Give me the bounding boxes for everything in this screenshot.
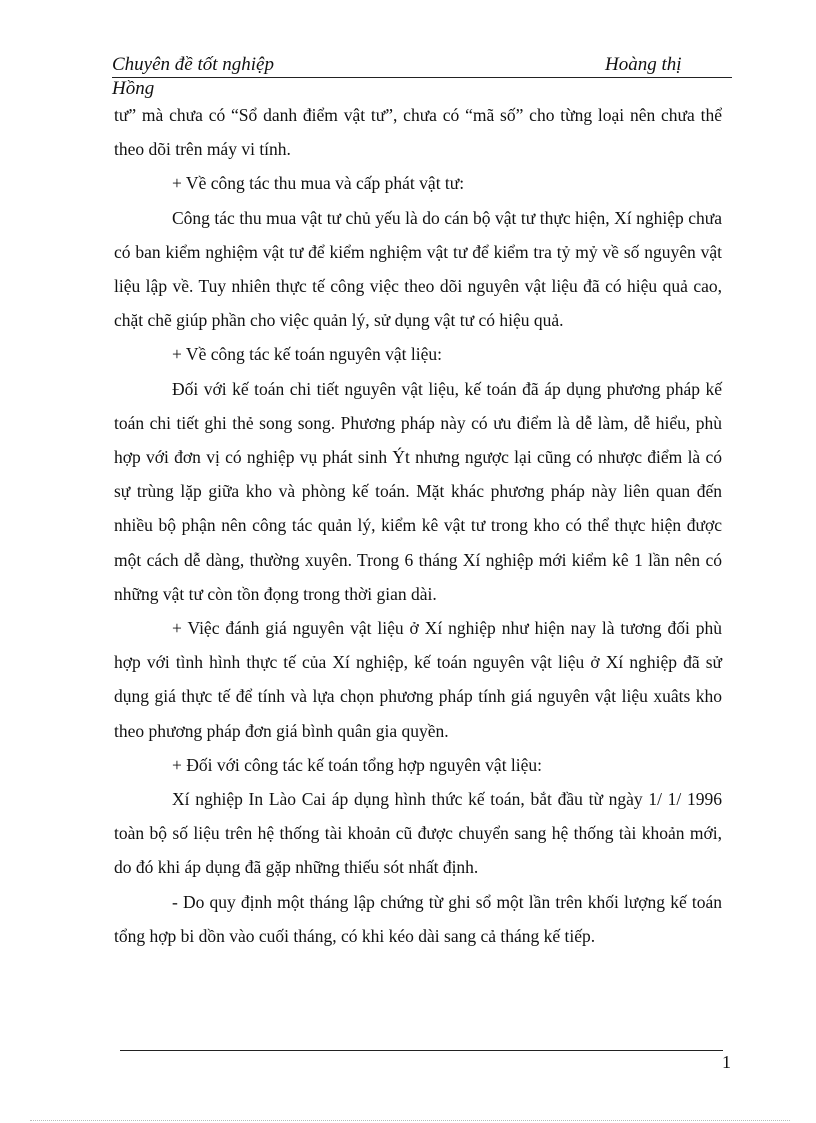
paragraph: Công tác thu mua vật tư chủ yếu là do cán bộ vật tư thực hiện, Xí nghiệp chưa có ban kiểm nghiệm vật tư để kiểm nghiệm vật tư để kiểm tra tỷ mỷ về số nguyên vật liệu lập về. Tuy nhiên thực tế công việc theo dõi nguyên vật liệu đã có hiệu quả cao, chặt chẽ giúp phần cho việc quản lý, sử dụng vật tư có hiệu quả. bbox=[114, 207, 722, 331]
document-body bbox=[114, 98, 722, 953]
paragraph: Đối với kế toán chi tiết nguyên vật liệu, kế toán đã áp dụng phương pháp kế toán chi tiết ghi thẻ song song. Phương pháp này có ưu điểm là dễ làm, dễ hiểu, phù hợp với đơn vị có nghiệp vụ phát sinh Ýt nhưng ngược lại cũng có nhược điểm là có sự trùng lặp giữa kho và phòng kế toán. Mặt khác phương pháp này liên quan đến nhiều bộ phận nên công tác quản lý, kiểm kê vật tư trong kho có thể thực hiện được một cách dễ dàng, thường xuyên. Trong 6 tháng Xí nghiệp mới kiểm kê 1 lần nên có những vật tư còn tồn đọng trong thời gian dài. bbox=[114, 378, 722, 604]
paragraph: - Do quy định một tháng lập chứng từ ghi sổ một lần trên khối lượng kế toán tổng hợp bi dồn vào cuối tháng, có khi kéo dài sang cả tháng kế tiếp. bbox=[114, 891, 722, 946]
paragraph: + Việc đánh giá nguyên vật liệu ở Xí nghiệp như hiện nay là tương đối phù hợp với tình hình thực tế của Xí nghiệp, kế toán nguyên vật liệu ở Xí nghiệp đã sử dụng giá thực tế để tính và lựa chọn phương pháp tính giá nguyên vật liệu xuâts kho theo phương pháp đơn giá bình quân gia quyền. bbox=[114, 618, 722, 741]
header-rule bbox=[112, 77, 732, 78]
paragraph: tư” mà chưa có “Sổ danh điểm vật tư”, chưa có “mã số” cho từng loại nên chưa thể theo dõi trên máy vi tính. bbox=[114, 105, 722, 160]
paragraph: + Đối với công tác kế toán tổng hợp nguyên vật liệu: bbox=[172, 754, 543, 775]
header-author: Hoàng thị bbox=[605, 54, 682, 75]
page-number: 1 bbox=[722, 1052, 731, 1072]
page-edge-dotted-line bbox=[30, 1120, 790, 1121]
page-header bbox=[112, 52, 732, 78]
paragraph: + Về công tác thu mua và cấp phát vật tư: bbox=[172, 173, 465, 194]
footer-rule bbox=[120, 1050, 723, 1051]
paragraph: + Về công tác kế toán nguyên vật liệu: bbox=[172, 344, 443, 365]
header-title: Chuyên đề tốt nghiệp bbox=[112, 54, 274, 75]
header-author-continued: Hồng bbox=[112, 78, 155, 99]
paragraph: Xí nghiệp In Lào Cai áp dụng hình thức kế toán, bắt đầu từ ngày 1/ 1/ 1996 toàn bộ số liệu trên hệ thống tài khoản cũ được chuyển sang hệ thống tài khoản mới, do đó khi áp dụng đã gặp những thiếu sót nhất định. bbox=[114, 789, 722, 878]
